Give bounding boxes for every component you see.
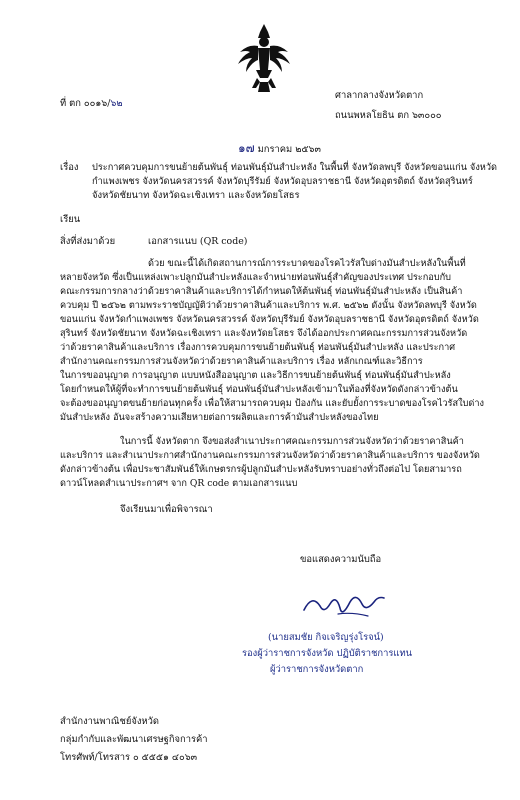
handwritten-number: ๖๒ <box>110 98 123 109</box>
signer-title-2: ผู้ว่าราชการจังหวัดตาก <box>270 664 364 675</box>
paragraph-line: จะต้องขออนุญาตขนย้ายก่อนทุกครั้ง เพื่อให้สามารถควบคุม ป้องกัน และยับยั้งการระบาดของโรคไวรัสใบด่าง <box>60 398 484 409</box>
office-address-line1: ศาลากลางจังหวัดตาก <box>335 90 424 101</box>
handwritten-day: ๑๗ <box>238 141 255 155</box>
paragraph-line: หลายจังหวัด ซึ่งเป็นแหล่งเพาะปลูกมันสำปะหลังและจำหน่ายท่อนพันธุ์สำคัญของประเทศ ประกอบกับ <box>60 272 452 283</box>
paragraph-line: และบริการ และสำเนาประกาศสำนักงานคณะกรรมการส่วนจังหวัดว่าด้วยราคาสินค้าและบริการ ของจังหวัด <box>60 450 480 461</box>
document-number: ที่ ตก ๐๐๑๖/๖๒ <box>60 98 123 109</box>
paragraph-line: สุรินทร์ จังหวัดชัยนาท จังหวัดฉะเชิงเทรา และจังหวัดยโสธร จึงได้ออกประกาศคณะกรรมการส่วนจังหวัด <box>60 328 468 339</box>
paragraph-line: มันสำปะหลัง อันจะสร้างความเสียหายต่อการผลิตและการค้ามันสำปะหลังของไทย <box>60 412 379 423</box>
document-date: ๑๗ มกราคม ๒๕๖๓ <box>238 141 321 155</box>
paragraph-line: ดาวน์โหลดสำเนาประกาศฯ จาก QR code ตามเอกสารแนบ <box>60 478 298 489</box>
paragraph-line: ขอนแก่น จังหวัดกำแพงเพชร จังหวัดนครสวรรค์ จังหวัดบุรีรัมย์ จังหวัดอุบลราชธานี จังหวัดอุตรดิตถ์ จังหวัด <box>60 314 479 325</box>
closing-request: จึงเรียนมาเพื่อพิจารณา <box>120 504 213 515</box>
enclosure-text: เอกสารแนบ (QR code) <box>148 236 248 247</box>
closing-salutation: ขอแสดงความนับถือ <box>300 554 382 565</box>
garuda-emblem <box>236 22 292 94</box>
enclosure-label: สิ่งที่ส่งมาด้วย <box>60 236 116 247</box>
office-address-line2: ถนนพหลโยธิน ตก ๖๓๐๐๐ <box>335 110 442 121</box>
paragraph-line: คณะกรรมการกลางว่าด้วยราคาสินค้าและบริการได้กำหนดให้ต้นพันธุ์ ท่อนพันธุ์มันสำปะหลัง เป็นสินค้า <box>60 286 463 297</box>
paragraph-line: โดยกำหนดให้ผู้ที่จะทำการขนย้ายต้นพันธุ์ ท่อนพันธุ์มันสำปะหลังเข้ามาในท้องที่จังหวัดดังกล่าวข้างต้น <box>60 384 458 395</box>
subject-line-3: จังหวัดชัยนาท จังหวัดฉะเชิงเทรา และจังหวัดยโสธร <box>92 190 300 201</box>
paragraph-line: ด้วย ขณะนี้ได้เกิดสถานการณ์การระบาดของโรคไวรัสใบด่างมันสำปะหลังในพื้นที่ <box>148 258 466 269</box>
paragraph-line: ในการขออนุญาต การอนุญาต แบบหนังสืออนุญาต และวิธีการขนย้ายต้นพันธุ์ ท่อนพันธุ์มันสำปะหลัง <box>60 370 451 381</box>
paragraph-line: สำนักงานคณะกรรมการส่วนจังหวัดว่าด้วยราคาสินค้าและบริการ เรื่อง หลักเกณฑ์และวิธีการ <box>60 356 423 367</box>
handwritten-signature <box>298 590 390 624</box>
paragraph-line: ควบคุม ปี ๒๕๖๒ ตามพระราชบัญญัติว่าด้วยราคาสินค้าและบริการ พ.ศ. ๒๕๖๒ ดังนั้น จังหวัดลพบุรี จังหวัด <box>60 300 477 311</box>
signer-title-1: รองผู้ว่าราชการจังหวัด ปฏิบัติราชการแทน <box>242 648 413 659</box>
subject-label: เรื่อง <box>60 162 79 173</box>
subject-line-2: กำแพงเพชร จังหวัดนครสวรรค์ จังหวัดบุรีรัมย์ จังหวัดอุบลราชธานี จังหวัดอุตรดิตถ์ จังหวัดสุรินทร์ <box>92 176 473 187</box>
paragraph-line: ว่าด้วยราคาสินค้าและบริการ เรื่องการควบคุมการขนย้ายต้นพันธุ์ ท่อนพันธุ์มันสำปะหลัง และประกาศ <box>60 342 456 353</box>
signer-name: (นายสมชัย กิจเจริญรุ่งโรจน์) <box>268 632 384 643</box>
paragraph-line: ในการนี้ จังหวัดตาก จึงขอส่งสำเนาประกาศคณะกรรมการส่วนจังหวัดว่าด้วยราคาสินค้า <box>120 436 464 447</box>
subject-line-1: ประกาศควบคุมการขนย้ายต้นพันธุ์ ท่อนพันธุ์มันสำปะหลัง ในพื้นที่ จังหวัดลพบุรี จังหวัดขอนแก่น จังหวัด <box>92 162 497 173</box>
footer-unit-2: กลุ่มกำกับและพัฒนาเศรษฐกิจการค้า <box>60 734 208 745</box>
salutation: เรียน <box>60 214 81 225</box>
paragraph-line: ดังกล่าวข้างต้น เพื่อประชาสัมพันธ์ให้เกษตรกรผู้ปลูกมันสำปะหลังรับทราบอย่างทั่วถึงต่อไป โดยสามารถ <box>60 464 462 475</box>
footer-unit-1: สำนักงานพาณิชย์จังหวัด <box>60 716 159 727</box>
footer-phone: โทรศัพท์/โทรสาร ๐ ๕๕๕๑ ๔๐๖๓ <box>60 752 198 763</box>
